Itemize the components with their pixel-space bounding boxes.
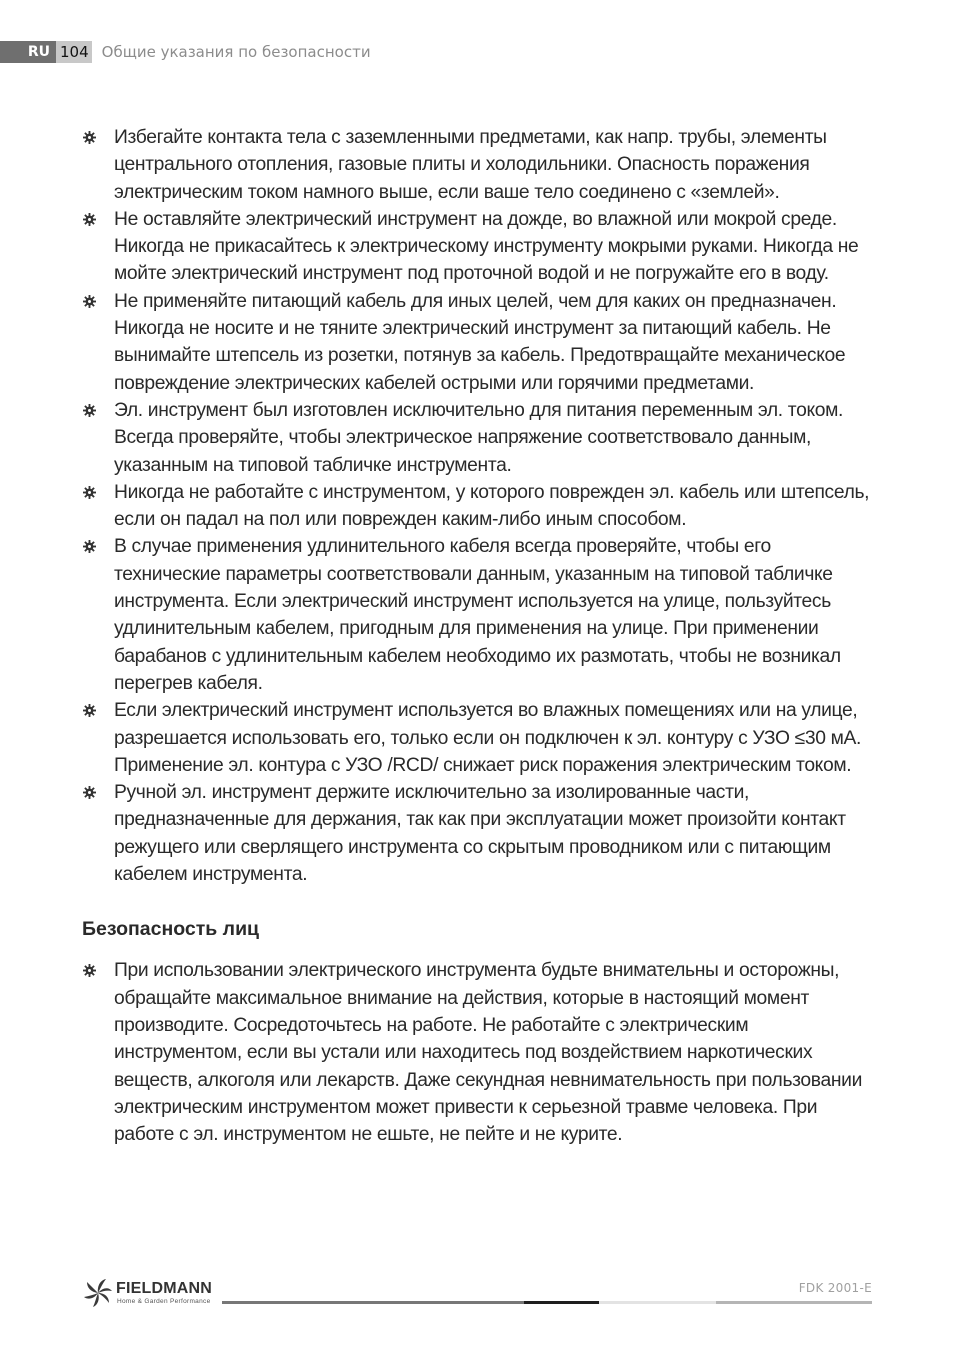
bullet-text: Избегайте контакта тела с заземленными предметами, как напр. трубы, элементы центрального отопления, газовые плиты и холодильники. Опасность поражения электрическим током намного выше, если ваше тело соединено с «землей». — [114, 127, 827, 203]
gear-bullet-icon — [83, 486, 96, 499]
bullet-item — [80, 206, 880, 288]
bullet-item — [80, 479, 880, 534]
bullet-item — [80, 533, 880, 697]
footer-rule-segment — [524, 1301, 599, 1304]
brand-name: FIELDMANN — [116, 1280, 213, 1297]
bullet-item — [80, 779, 880, 888]
subheading-personal-safety: Безопасность лиц — [82, 918, 260, 941]
bullet-text: При использовании электрического инструмента будьте внимательны и осторожны, обращайте максимальное внимание на действия, которые в настоящий момент производите. Сосредоточьтесь на работе. Не работайте с электрическим инструментом, если вы устали или находитесь под воздействием наркотических веществ, алкоголя или лекарств. Даже секундная невнимательность при пользовании электрическим инструментом может привести к серьезной травме человека. При работе с эл. инструментом не ешьте, не пейте и не курите. — [114, 960, 862, 1146]
safety-list-electrical — [80, 124, 880, 888]
gear-bullet-icon — [83, 213, 96, 226]
bullet-item — [80, 397, 880, 479]
footer-rule-segment — [716, 1301, 872, 1304]
section-title: Общие указания по безопасности — [101, 43, 371, 61]
safety-list-personal — [80, 957, 880, 1148]
language-tab: RU — [0, 41, 56, 63]
bullet-text: Ручной эл. инструмент держите исключительно за изолированные части, предназначенные для держания, так как при эксплуатации может произойти контакт режущего или сверлящего инструмента со скрытым проводником или с питающим кабелем инструмента. — [114, 782, 846, 886]
bullet-item — [80, 957, 880, 1148]
gear-bullet-icon — [83, 295, 96, 308]
bullet-text: Никогда не работайте с инструментом, у которого поврежден эл. кабель или штепсель, если он падал на пол или поврежден каким-либо иным способом. — [114, 481, 870, 531]
bullet-item — [80, 124, 880, 206]
bullet-item — [80, 288, 880, 397]
gear-bullet-icon — [83, 964, 96, 977]
footer-rule-segment — [599, 1301, 716, 1304]
bullet-text: Не оставляйте электрический инструмент на дожде, во влажной или мокрой среде. Никогда не прикасайтесь к электрическому инструменту мокрыми руками. Никогда не мойте электрический инструмент под проточной водой и не погружайте его в воду. — [114, 208, 859, 285]
page-header — [0, 41, 371, 63]
model-code: FDK 2001-E — [798, 1281, 872, 1295]
document-body — [80, 124, 880, 1148]
footer-rule-segment — [222, 1301, 524, 1304]
bullet-text: Не применяйте питающий кабель для иных целей, чем для каких он предназначен. Никогда не носите и не тяните электрический инструмент за питающий кабель. Не вынимайте штепсель из розетки, потянув за кабель. Предотвращайте механическое повреждение электрических кабелей острыми или горячими предметами. — [114, 290, 846, 394]
gear-bullet-icon — [83, 131, 96, 144]
bullet-text: Эл. инструмент был изготовлен исключительно для питания переменным эл. током. Всегда проверяйте, чтобы электрическое напряжение соответствовало данным, указанным на типовой табличке инструмента. — [114, 399, 844, 476]
fieldmann-logo — [82, 1277, 222, 1309]
gear-bullet-icon — [83, 540, 96, 553]
bullet-text: В случае применения удлинительного кабеля всегда проверяйте, чтобы его технические параметры соответствовали данным, указанным на типовой табличке инструмента. Если электрический инструмент используется на улице, пользуйтесь удлинительным кабелем, пригодным для применения на улице. При применении барабанов с удлинительным кабелем необходимо их размотать, чтобы не возникал перегрев кабеля. — [114, 536, 841, 694]
brand-tagline: Home & Garden Performance — [117, 1298, 211, 1305]
fieldmann-swirl-icon — [82, 1277, 114, 1309]
page-number: 104 — [56, 41, 92, 63]
gear-bullet-icon — [83, 404, 96, 417]
gear-bullet-icon — [83, 786, 96, 799]
gear-bullet-icon — [83, 704, 96, 717]
bullet-text: Если электрический инструмент используется во влажных помещениях или на улице, разрешается использовать его, только если он подключен к эл. контуру с УЗО ≤30 мА. Применение эл. контура с УЗО /RCD/ снижает риск поражения электрическим током. — [114, 700, 862, 776]
bullet-item — [80, 697, 880, 779]
